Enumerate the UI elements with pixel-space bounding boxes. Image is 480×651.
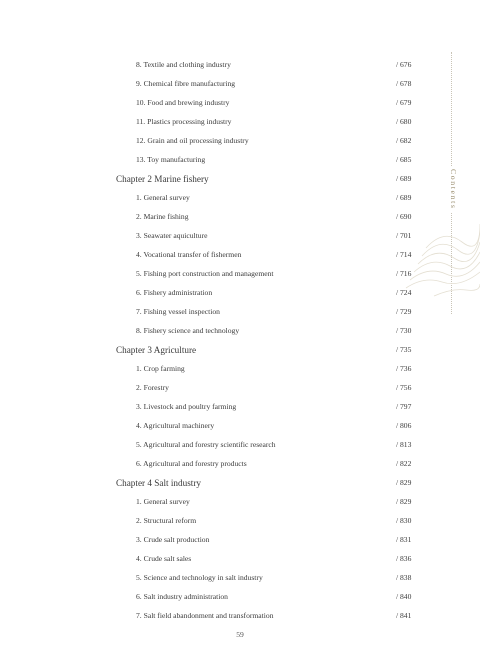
toc-entry-title: 13. Toy manufacturing (136, 155, 206, 164)
toc-entry-title: 11. Plastics processing industry (136, 117, 232, 126)
toc-entry-page: / 678 (396, 79, 412, 88)
toc-entry-title: 8. Fishery science and technology (136, 326, 240, 335)
toc-entry-page: / 797 (396, 402, 412, 411)
toc-entry[interactable] (0, 455, 480, 473)
toc-entry-title: 5. Agricultural and forestry scientific research (136, 440, 276, 449)
toc-entry-page: / 830 (396, 516, 412, 525)
toc-entry[interactable] (0, 588, 480, 606)
toc-entry-page: / 676 (396, 60, 412, 69)
toc-entry-title: 2. Forestry (136, 383, 169, 392)
page-number: 59 (236, 630, 244, 639)
toc-entry[interactable] (0, 493, 480, 511)
toc-entry-page: / 806 (396, 421, 412, 430)
toc-entry[interactable] (0, 569, 480, 587)
toc-entry[interactable] (0, 303, 480, 321)
toc-entry-page: / 813 (396, 440, 412, 449)
toc-chapter-heading[interactable] (0, 474, 480, 492)
toc-entry-title: 4. Agricultural machinery (136, 421, 215, 430)
toc-chapter-page: / 735 (396, 345, 412, 354)
toc-entry[interactable] (0, 398, 480, 416)
toc-entry-page: / 690 (396, 212, 412, 221)
sidebar-label: Contents (449, 166, 458, 213)
toc-chapter-title: Chapter 3 Agriculture (116, 345, 197, 355)
toc-entry[interactable] (0, 417, 480, 435)
toc-entry-title: 3. Livestock and poultry farming (136, 402, 237, 411)
toc-entry-title: 2. Structural reform (136, 516, 197, 525)
toc-entry[interactable] (0, 436, 480, 454)
toc-entry[interactable] (0, 189, 480, 207)
toc-entry-title: 1. Crop farming (136, 364, 185, 373)
toc-entry-title: 1. General survey (136, 193, 190, 202)
toc-entry-title: 4. Vocational transfer of fishermen (136, 250, 242, 259)
toc-entry[interactable] (0, 512, 480, 530)
toc-entry[interactable] (0, 56, 480, 74)
toc-entry-page: / 701 (396, 231, 412, 240)
toc-entry-title: 6. Salt industry administration (136, 592, 228, 601)
toc-entry-page: / 682 (396, 136, 412, 145)
toc-entry-title: 12. Grain and oil processing industry (136, 136, 249, 145)
toc-entry-page: / 724 (396, 288, 412, 297)
toc-chapter-page: / 689 (396, 174, 412, 183)
toc-entry-page: / 730 (396, 326, 412, 335)
toc-entry-title: 6. Agricultural and forestry products (136, 459, 247, 468)
toc-entry-page: / 736 (396, 364, 412, 373)
toc-chapter-heading[interactable] (0, 341, 480, 359)
toc-entry-title: 6. Fishery administration (136, 288, 213, 297)
toc-entry-title: 1. General survey (136, 497, 190, 506)
toc-entry-title: 5. Fishing port construction and management (136, 269, 274, 278)
toc-entry[interactable] (0, 75, 480, 93)
toc-entry-page: / 841 (396, 611, 412, 620)
toc-entry[interactable] (0, 379, 480, 397)
toc-entry[interactable] (0, 113, 480, 131)
toc-entry-page: / 822 (396, 459, 412, 468)
toc-entry[interactable] (0, 550, 480, 568)
toc-entry[interactable] (0, 132, 480, 150)
toc-chapter-page: / 829 (396, 478, 412, 487)
toc-entry-title: 5. Science and technology in salt industry (136, 573, 263, 582)
toc-entry-title: 10. Food and brewing industry (136, 98, 230, 107)
toc-entry-title: 4. Crude salt sales (136, 554, 192, 563)
toc-entry-page: / 836 (396, 554, 412, 563)
toc-entry-title: 8. Textile and clothing industry (136, 60, 231, 69)
toc-entry[interactable] (0, 322, 480, 340)
toc-chapter-title: Chapter 4 Salt industry (116, 478, 201, 488)
toc-entry[interactable] (0, 531, 480, 549)
toc-entry[interactable] (0, 151, 480, 169)
toc-entry-page: / 685 (396, 155, 412, 164)
toc-entry[interactable] (0, 360, 480, 378)
toc-entry[interactable] (0, 607, 480, 625)
toc-entry-page: / 689 (396, 193, 412, 202)
toc-entry-page: / 679 (396, 98, 412, 107)
toc-entry-page: / 729 (396, 307, 412, 316)
toc-chapter-heading[interactable] (0, 170, 480, 188)
wave-ornament-icon (404, 218, 480, 302)
toc-entry-title: 9. Chemical fibre manufacturing (136, 79, 236, 88)
toc-entry-title: 7. Salt field abandonment and transformation (136, 611, 274, 620)
toc-entry-page: / 756 (396, 383, 412, 392)
toc-entry-page: / 829 (396, 497, 412, 506)
toc-entry-page: / 838 (396, 573, 412, 582)
toc-entry-page: / 714 (396, 250, 412, 259)
toc-entry-title: 3. Crude salt production (136, 535, 210, 544)
toc-entry-title: 7. Fishing vessel inspection (136, 307, 220, 316)
toc-entry-page: / 831 (396, 535, 412, 544)
toc-entry-page: / 840 (396, 592, 412, 601)
toc-entry-page: / 680 (396, 117, 412, 126)
toc-entry-title: 3. Seawater aquiculture (136, 231, 208, 240)
toc-entry-title: 2. Marine fishing (136, 212, 189, 221)
toc-entry[interactable] (0, 94, 480, 112)
toc-entry-page: / 716 (396, 269, 412, 278)
toc-chapter-title: Chapter 2 Marine fishery (116, 174, 209, 184)
